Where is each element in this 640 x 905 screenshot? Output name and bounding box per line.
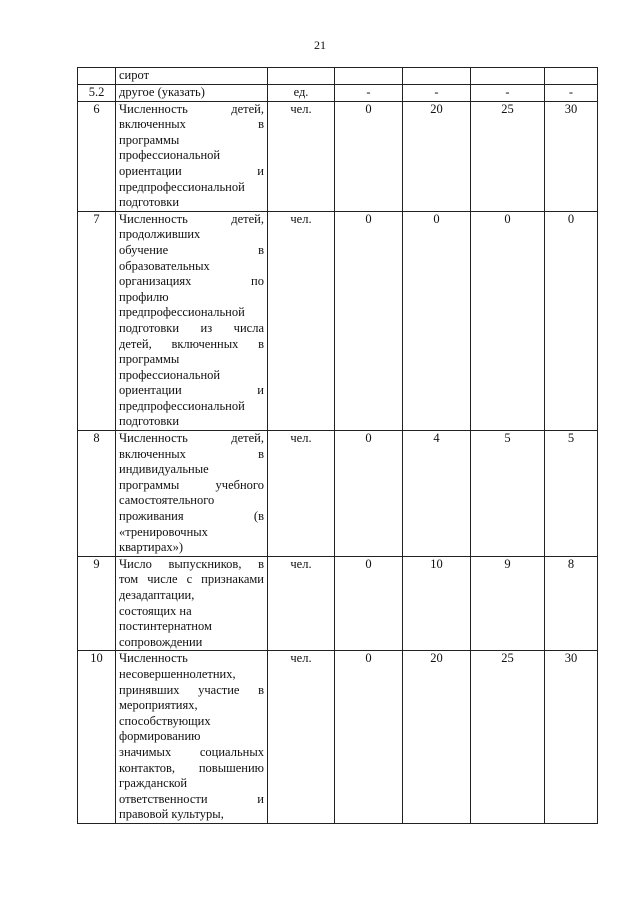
- value-cell: 10: [403, 556, 471, 651]
- indicator-description: [116, 431, 268, 557]
- description-line: Численность детей,: [119, 431, 264, 446]
- indicator-description: [116, 556, 268, 651]
- description-line: организациях по: [119, 274, 264, 289]
- description-line: проживания (в: [119, 509, 264, 524]
- unit-cell: чел.: [268, 651, 335, 824]
- unit-cell: чел.: [268, 101, 335, 211]
- value-cell: 0: [335, 651, 403, 824]
- table-row: [78, 68, 598, 85]
- unit-cell: чел.: [268, 556, 335, 651]
- row-number: 8: [78, 431, 116, 557]
- value-cell: -: [403, 84, 471, 101]
- row-number: 6: [78, 101, 116, 211]
- table-row: [78, 211, 598, 430]
- description-line: гражданской: [119, 776, 188, 791]
- description-line: дезадаптации,: [119, 588, 195, 602]
- description-line: обучение в: [119, 242, 264, 257]
- description-line: самостоятельного: [119, 493, 215, 508]
- row-number: 10: [78, 651, 116, 824]
- description-line: продолживших: [119, 227, 201, 242]
- indicator-table: [77, 67, 598, 824]
- description-line: профессиональной: [119, 148, 221, 163]
- description-line: формированию: [119, 729, 201, 744]
- description-line: другое (указать): [119, 84, 205, 99]
- unit-cell: чел.: [268, 431, 335, 557]
- value-cell: 9: [471, 556, 545, 651]
- value-cell: [471, 68, 545, 85]
- description-line: программы: [119, 352, 180, 367]
- description-line: квартирах»): [119, 540, 184, 555]
- description-line: состоящих на: [119, 603, 192, 618]
- value-cell: 30: [545, 101, 598, 211]
- indicator-description: [116, 651, 268, 824]
- row-number: 7: [78, 211, 116, 430]
- value-cell: 25: [471, 651, 545, 824]
- description-line: «тренировочных: [119, 524, 208, 539]
- value-cell: 30: [545, 651, 598, 824]
- description-line: включенных в: [119, 117, 264, 132]
- value-cell: 0: [403, 211, 471, 430]
- description-line: ответственности и: [119, 791, 264, 806]
- value-cell: 0: [471, 211, 545, 430]
- table-row: [78, 651, 598, 824]
- description-line: включенных в: [119, 446, 264, 461]
- description-line: подготовки: [119, 414, 180, 429]
- description-line: предпрофессиональной: [119, 305, 245, 320]
- value-cell: [545, 68, 598, 85]
- table-row: [78, 101, 598, 211]
- value-cell: 25: [471, 101, 545, 211]
- indicator-description: [116, 101, 268, 211]
- description-line: правовой культуры,: [119, 807, 224, 822]
- value-cell: 5: [471, 431, 545, 557]
- description-line: принявших участие в: [119, 682, 264, 697]
- row-number: [78, 68, 116, 85]
- indicator-description: [116, 211, 268, 430]
- unit-cell: [268, 68, 335, 85]
- value-cell: 0: [335, 431, 403, 557]
- value-cell: 0: [335, 211, 403, 430]
- description-line: предпрофессиональной: [119, 179, 245, 194]
- description-line: том числе с признаками: [119, 572, 264, 587]
- description-line: ориентации и: [119, 163, 264, 178]
- value-cell: 0: [335, 556, 403, 651]
- description-line: контактов, повышению: [119, 760, 264, 775]
- row-number: 9: [78, 556, 116, 651]
- value-cell: 0: [545, 211, 598, 430]
- value-cell: -: [471, 84, 545, 101]
- table-row: [78, 84, 598, 101]
- description-line: профилю: [119, 289, 169, 304]
- description-line: индивидуальные: [119, 462, 209, 477]
- description-line: мероприятиях,: [119, 698, 198, 713]
- description-line: детей, включенных в: [119, 336, 264, 351]
- indicator-description: [116, 84, 268, 101]
- description-line: сопровождении: [119, 634, 203, 649]
- description-line: профессиональной: [119, 367, 221, 382]
- unit-cell: чел.: [268, 211, 335, 430]
- value-cell: 20: [403, 651, 471, 824]
- table-row: [78, 431, 598, 557]
- value-cell: 5: [545, 431, 598, 557]
- row-number: 5.2: [78, 84, 116, 101]
- description-line: программы учебного: [119, 477, 264, 492]
- value-cell: -: [335, 84, 403, 101]
- value-cell: -: [545, 84, 598, 101]
- description-line: несовершеннолетних,: [119, 666, 236, 681]
- description-line: Численность детей,: [119, 211, 264, 226]
- indicator-description: [116, 68, 268, 85]
- description-line: ориентации и: [119, 383, 264, 398]
- description-line: предпрофессиональной: [119, 398, 245, 413]
- value-cell: [403, 68, 471, 85]
- unit-cell: ед.: [268, 84, 335, 101]
- description-line: образовательных: [119, 258, 210, 273]
- table-body: [78, 68, 598, 824]
- value-cell: 20: [403, 101, 471, 211]
- description-line: подготовки: [119, 195, 180, 210]
- description-line: программы: [119, 132, 180, 147]
- description-line: подготовки из числа: [119, 320, 264, 335]
- description-line: способствующих: [119, 713, 211, 728]
- table-row: [78, 556, 598, 651]
- value-cell: 8: [545, 556, 598, 651]
- value-cell: [335, 68, 403, 85]
- description-line: Численность: [119, 651, 188, 666]
- page-number: 21: [314, 38, 326, 52]
- description-line: Число выпускников, в: [119, 556, 264, 571]
- value-cell: 0: [335, 101, 403, 211]
- description-line: сирот: [119, 68, 150, 82]
- description-line: значимых социальных: [119, 744, 264, 759]
- description-line: постинтернатном: [119, 619, 212, 634]
- value-cell: 4: [403, 431, 471, 557]
- description-line: Численность детей,: [119, 101, 264, 116]
